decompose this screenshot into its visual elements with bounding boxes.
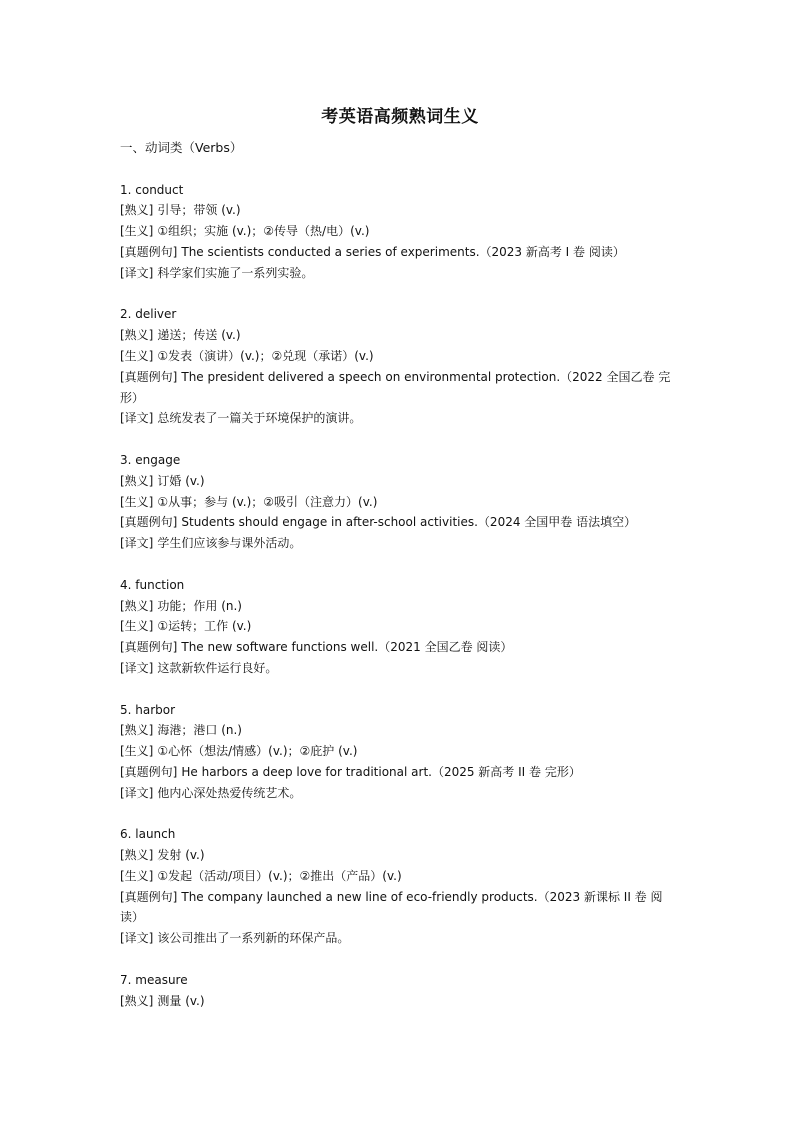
familiar-meaning: [120, 200, 680, 221]
translation-text: 学生们应该参与课外活动。: [157, 536, 302, 551]
new-meaning-text: ①组织；实施 (v.)；②传导（热/电）(v.): [157, 224, 370, 239]
familiar-meaning-label: [熟义]: [120, 473, 154, 488]
translation-text: 他内心深处热爱传统艺术。: [157, 785, 302, 800]
familiar-meaning: [120, 720, 680, 741]
new-meaning-label: [生义]: [120, 744, 154, 759]
vocab-entry: [120, 450, 680, 554]
translation-label: [译文]: [120, 411, 154, 426]
section-heading: 一、动词类（Verbs）: [120, 140, 243, 155]
vocab-entry: [120, 824, 680, 949]
translation-text: 科学家们实施了一系列实验。: [157, 265, 314, 280]
example-sentence: [120, 512, 680, 533]
new-meaning: [120, 221, 680, 242]
translation-label: [译文]: [120, 931, 154, 946]
example-sentence-text: He harbors a deep love for traditional art.（2025 新高考 II 卷 完形）: [181, 764, 581, 779]
new-meaning-text: ①从事；参与 (v.)；②吸引（注意力）(v.): [157, 494, 378, 509]
example-sentence-label: [真题例句]: [120, 369, 178, 384]
example-sentence: [120, 242, 680, 263]
vocab-entry: [120, 180, 680, 284]
example-sentence: [120, 367, 680, 409]
familiar-meaning-text: 测量 (v.): [157, 993, 205, 1008]
new-meaning: [120, 741, 680, 762]
example-sentence-label: [真题例句]: [120, 515, 178, 530]
new-meaning-label: [生义]: [120, 348, 154, 363]
translation-label: [译文]: [120, 785, 154, 800]
example-sentence: [120, 762, 680, 783]
familiar-meaning-label: [熟义]: [120, 723, 154, 738]
vocab-entry: [120, 700, 680, 804]
example-sentence-text: The new software functions well.（2021 全国乙卷 阅读）: [181, 640, 513, 655]
familiar-meaning-text: 发射 (v.): [157, 848, 205, 863]
new-meaning-label: [生义]: [120, 494, 154, 509]
familiar-meaning: [120, 991, 680, 1012]
new-meaning-label: [生义]: [120, 868, 154, 883]
entry-list: [120, 180, 680, 1012]
example-sentence-label: [真题例句]: [120, 244, 178, 259]
familiar-meaning-text: 递送；传送 (v.): [157, 328, 241, 343]
entry-heading: 5. harbor: [120, 702, 176, 717]
new-meaning: [120, 346, 680, 367]
entry-heading: 3. engage: [120, 452, 181, 467]
translation-text: 该公司推出了一系列新的环保产品。: [157, 931, 350, 946]
document-body: [120, 106, 680, 1032]
new-meaning: [120, 866, 680, 887]
familiar-meaning: [120, 596, 680, 617]
familiar-meaning-label: [熟义]: [120, 203, 154, 218]
new-meaning-text: ①运转；工作 (v.): [157, 619, 252, 634]
familiar-meaning-label: [熟义]: [120, 328, 154, 343]
translation-label: [译文]: [120, 265, 154, 280]
familiar-meaning-label: [熟义]: [120, 848, 154, 863]
translation: [120, 408, 680, 429]
example-sentence-text: The president delivered a speech on environmental protection.（2022 全国乙卷 完形）: [120, 369, 671, 405]
translation-text: 这款新软件运行良好。: [157, 660, 278, 675]
entry-heading: 7. measure: [120, 972, 188, 987]
vocab-entry: [120, 304, 680, 429]
familiar-meaning-text: 海港；港口 (n.): [157, 723, 242, 738]
entry-heading: 4. function: [120, 577, 185, 592]
translation: [120, 928, 680, 949]
familiar-meaning-label: [熟义]: [120, 598, 154, 613]
example-sentence-label: [真题例句]: [120, 640, 178, 655]
new-meaning: [120, 492, 680, 513]
new-meaning-label: [生义]: [120, 619, 154, 634]
entry-heading: 1. conduct: [120, 182, 184, 197]
familiar-meaning-text: 引导；带领 (v.): [157, 203, 241, 218]
example-sentence-text: Students should engage in after-school activities.（2024 全国甲卷 语法填空）: [181, 515, 637, 530]
example-sentence: [120, 637, 680, 658]
entry-heading: 2. deliver: [120, 307, 177, 322]
familiar-meaning-text: 功能；作用 (n.): [157, 598, 242, 613]
vocab-entry: [120, 970, 680, 1012]
example-sentence-label: [真题例句]: [120, 764, 178, 779]
familiar-meaning-text: 订婚 (v.): [157, 473, 205, 488]
example-sentence-label: [真题例句]: [120, 889, 178, 904]
vocab-entry: [120, 575, 680, 679]
familiar-meaning: [120, 471, 680, 492]
translation-text: 总统发表了一篇关于环境保护的演讲。: [157, 411, 362, 426]
example-sentence-text: The company launched a new line of eco-friendly products.（2023 新课标 II 卷 阅读）: [120, 889, 663, 925]
translation-label: [译文]: [120, 660, 154, 675]
page-title: 考英语高频熟词生义: [321, 107, 479, 127]
familiar-meaning: [120, 325, 680, 346]
translation: [120, 783, 680, 804]
translation-label: [译文]: [120, 536, 154, 551]
new-meaning-text: ①心怀（想法/情感）(v.)；②庇护 (v.): [157, 744, 358, 759]
example-sentence-text: The scientists conducted a series of experiments.（2023 新高考 I 卷 阅读）: [181, 244, 625, 259]
translation: [120, 658, 680, 679]
new-meaning-text: ①发起（活动/项目）(v.)；②推出（产品）(v.): [157, 868, 402, 883]
entry-heading: 6. launch: [120, 827, 176, 842]
familiar-meaning-label: [熟义]: [120, 993, 154, 1008]
translation: [120, 263, 680, 284]
example-sentence: [120, 887, 680, 929]
new-meaning: [120, 616, 680, 637]
familiar-meaning: [120, 845, 680, 866]
new-meaning-text: ①发表（演讲）(v.)；②兑现（承诺）(v.): [157, 348, 374, 363]
new-meaning-label: [生义]: [120, 224, 154, 239]
translation: [120, 533, 680, 554]
